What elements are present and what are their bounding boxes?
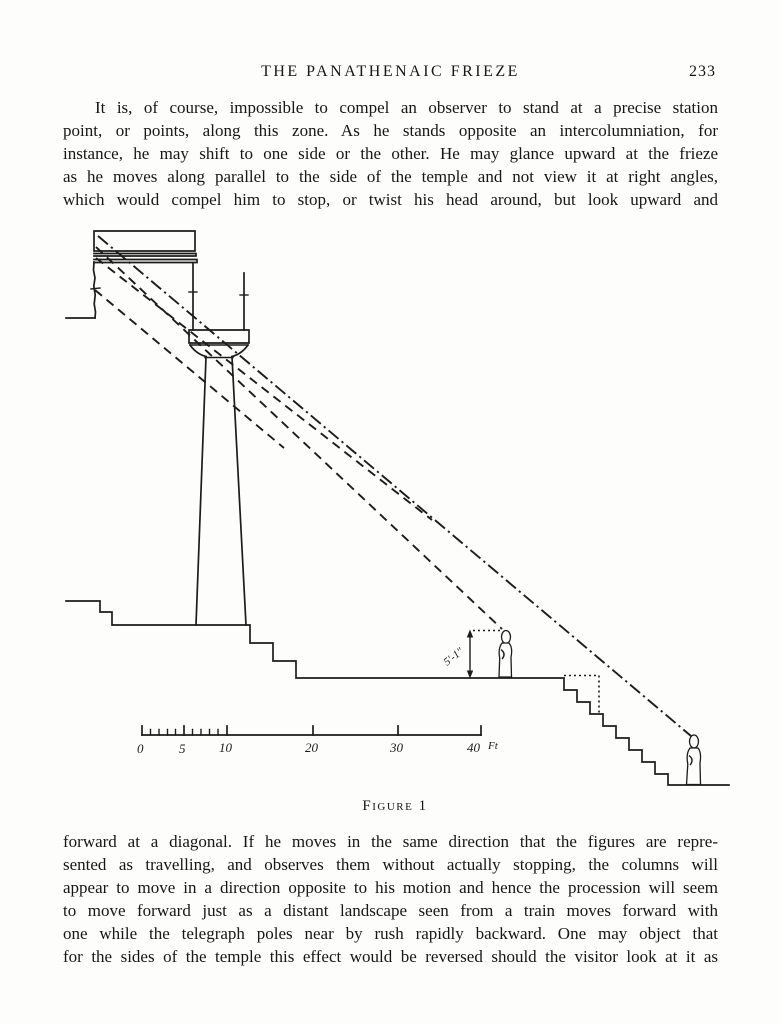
text-line: as he moves along parallel to the side of the temple and not view it at right angles,: [63, 167, 718, 186]
far-observer-head: [690, 735, 699, 748]
text-line: forward at a diagonal. If he moves in the same direction that the figures are repre-: [63, 832, 718, 851]
scale-label: 30: [390, 740, 403, 755]
hidden-edge: [564, 676, 599, 714]
scale-label: 5: [179, 741, 186, 756]
cornice-block: [94, 231, 195, 251]
architrave-edges: [189, 263, 248, 330]
sight-lines: [95, 236, 691, 736]
paragraph-bottom: [63, 830, 718, 968]
scale-label: 20: [305, 740, 318, 755]
near-observer-body: [499, 643, 512, 677]
text-line: instance, he may shift to one side or the other. He may glance upward at the frieze: [63, 144, 718, 163]
text-line: sented as travelling, and observes them without actually stopping, the columns will: [63, 855, 718, 874]
figure-caption: Figure 1: [362, 798, 428, 814]
text-line: for the sides of the temple this effect would be reversed should the visitor look at it as: [63, 947, 718, 966]
entablature-section: [94, 231, 197, 263]
text-line: one while the telegraph poles near by rush rapidly backward. One may object that: [63, 924, 718, 943]
text-line: appear to move in a direction opposite to his motion and hence the procession will seem: [63, 878, 718, 897]
text-line: which would compel him to stop, or twist his head around, but look upward and: [63, 190, 718, 209]
far-observer-body: [687, 748, 701, 785]
taenia-band-upper: [94, 254, 196, 257]
text-line: point, or points, along this zone. As he stands opposite an intercolumniation, for: [63, 121, 718, 140]
page-title: THE PANATHENAIC FRIEZE: [261, 63, 520, 80]
text-line: to move forward just as a distant landscape seen from a train moves forward with: [63, 901, 718, 920]
eye-height-label: 5'-1": [441, 645, 466, 669]
far-observer: [687, 735, 701, 785]
sight-line-dashdot-far-observer: [98, 236, 691, 736]
near-observer-head: [502, 631, 511, 644]
sight-line-dashed-blocked-1: [96, 258, 432, 520]
scale-label: 10: [219, 740, 232, 755]
column: [189, 330, 249, 625]
wall-section: [66, 262, 100, 318]
near-observer: [499, 631, 512, 678]
eye-height-dimension: [441, 630, 500, 679]
scale-unit-label: Ft: [488, 740, 498, 752]
text-line: It is, of course, impossible to compel an observer to stand at a precise station: [95, 98, 718, 117]
scale-label: 0: [137, 741, 144, 756]
break-tick: [91, 288, 100, 289]
steps-and-ground-profile: [66, 601, 729, 785]
scale-label: 40: [467, 740, 480, 755]
scale-bar: [137, 726, 499, 756]
page-number: 233: [689, 63, 716, 80]
column-shaft: [196, 357, 246, 625]
